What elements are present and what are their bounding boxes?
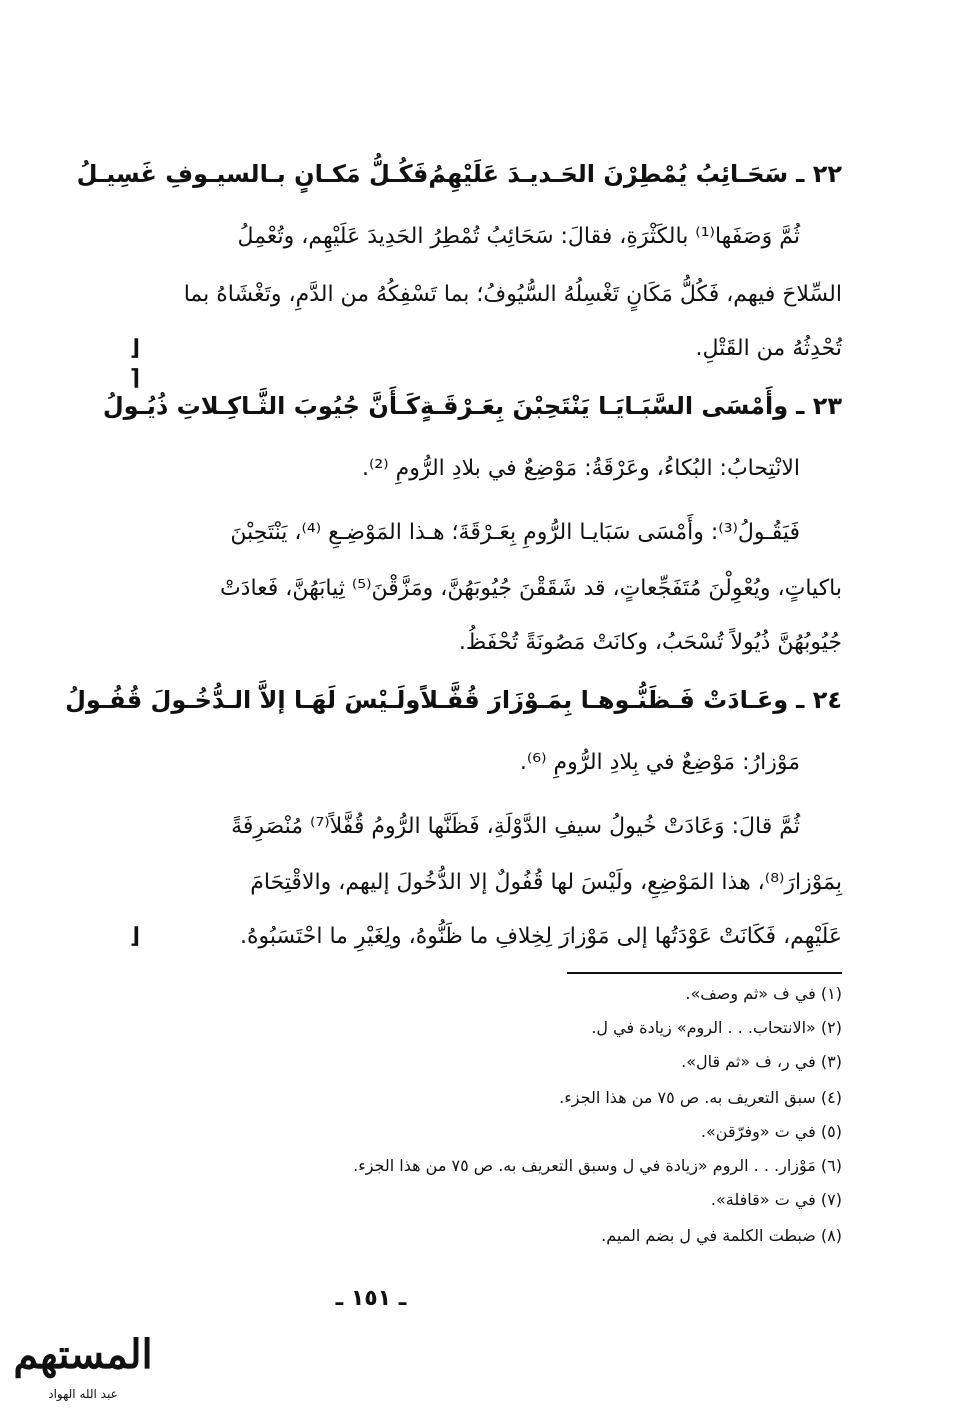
footnote-6: (٦) مَوْزار. . . الروم «زيادة في ل وسبق التعريف به. ص ٧٥ من هذا الجزء.	[353, 1156, 842, 1175]
section-end-mark: ⌊	[130, 924, 141, 949]
footnote-3: (٣) في ر، ف «ثم قال».	[681, 1052, 842, 1071]
logo-sub-text: عبد الله الهواد	[48, 1387, 118, 1401]
verse-hemistich-first: وعَـادَتْ فَـظَنُّـوهـا بِمَـوْزَارَ قُفَّـلاً	[420, 686, 789, 714]
footnote-1: (١) في ف «ثم وصف».	[685, 984, 842, 1003]
verse-hemistich-first: سَحَـائِبُ يُمْطِرْنَ الحَـديـدَ عَلَيْهِمُ	[428, 160, 789, 188]
footnote-4: (٤) سبق التعريف به. ص ٧٥ من هذا الجزء.	[559, 1088, 842, 1107]
verse-number: ٢٢ ـ	[796, 160, 842, 188]
verse-22	[76, 160, 842, 188]
verse-hemistich-first: وأَمْسَى السَّبَـايَـا يَنْتَحِبْنَ بِعَـرْقَـةٍ	[420, 392, 789, 420]
footnote-divider	[567, 972, 842, 974]
verse-hemistich-second: فَكُـلُّ مَكـانٍ بـالسيـوفِ غَسِيـلُ	[76, 160, 429, 188]
section-start-mark: ⌈	[130, 366, 141, 391]
commentary-line: باكياتٍ، ويُعْوِلْنَ مُتَفَجِّعاتٍ، قد شَقَقْنَ جُيُوبَهُنَّ، ومَزَّقْنَ⁽⁵⁾ ثِيابَهُنَّ، فَعادَتْ	[219, 576, 842, 601]
section-end-mark: ⌊	[130, 336, 141, 361]
calligraphy-logo	[8, 1318, 158, 1410]
gloss-line: مَوْزارُ: مَوْضِعٌ في بِلادِ الرُّومِ ⁽⁶⁾.	[519, 750, 800, 775]
verse-number: ٢٣ ـ	[796, 392, 842, 420]
commentary-line: عَلَيْهِم، فَكَانَتْ عَوْدَتُها إلى مَوْزارَ لِخِلافِ ما ظَنُّوهُ، ولِغَيْرِ ما احْتَسَبُوهُ.	[239, 924, 842, 949]
page-number: ـ ١٥١ ـ	[335, 1286, 407, 1311]
commentary-line: جُيُوبُهُنَّ ذُيُولاً تُسْحَبُ، وكانَتْ مَصُونَةً تُحْفَظُ.	[458, 630, 842, 655]
verse-hemistich-second: ولَـيْسَ لَهَـا إلاَّ الـدُّخُـولَ قُفُـولُ	[65, 686, 421, 714]
footnote-2: (٢) «الانتحاب. . . الروم» زيادة في ل.	[591, 1018, 842, 1037]
commentary-line: فَيَقُـولُ⁽³⁾: وأَمْسَى سَبَايـا الرُّومِ بِعَـرْقَةَ؛ هـذا المَوْضِـعِ ⁽⁴⁾، يَنْتَحِبْنَ	[230, 520, 800, 545]
commentary-line: ثُمَّ قالَ: وَعَادَتْ خُيولُ سيفِ الدَّوْلَةِ، فَظَنَّها الرُّومُ قُفَّلاً⁽⁷⁾ مُنْصَرِفَةً	[231, 814, 800, 839]
footnote-7: (٧) في ت «قافلة».	[710, 1190, 842, 1209]
verse-23	[102, 392, 842, 420]
commentary-line: بِمَوْزارَ⁽⁸⁾، هذا المَوْضِعِ، ولَيْسَ لها قُفُولٌ إلا الدُّخُولَ إليهم، والاقْتِحَامَ	[250, 870, 842, 895]
verse-number: ٢٤ ـ	[796, 686, 842, 714]
footnote-8: (٨) ضبطت الكلمة في ل بضم الميم.	[601, 1226, 842, 1245]
verse-hemistich-second: كَـأَنَّ جُيُوبَ الثَّـاكِـلاتِ ذُيُـولُ	[102, 392, 420, 420]
commentary-line: تُحْدِثُهُ من القَتْلِ.	[695, 336, 842, 361]
commentary-line: السِّلاحَ فيهم، فَكُلُّ مَكَانٍ تَغْسِلُهُ السُّيُوفُ؛ بما تَسْفِكُهُ من الدَّمِ، وتَغْشَاهُ بما	[183, 282, 842, 307]
verse-24	[65, 686, 842, 714]
logo-main-text: المستهم	[13, 1331, 153, 1378]
footnote-5: (٥) في ت «وفرّقن».	[700, 1122, 842, 1141]
commentary-line: ثُمَّ وَصَفَها⁽¹⁾ بالكَثْرَةِ، فقالَ: سَحَائِبُ تُمْطِرُ الحَدِيدَ عَلَيْهِم، وتُعْمِلُ	[237, 224, 800, 249]
gloss-line: الانْتِحابُ: البُكاءُ، وعَرْقَةُ: مَوْضِعٌ في بلادِ الرُّومِ ⁽²⁾.	[361, 456, 800, 481]
